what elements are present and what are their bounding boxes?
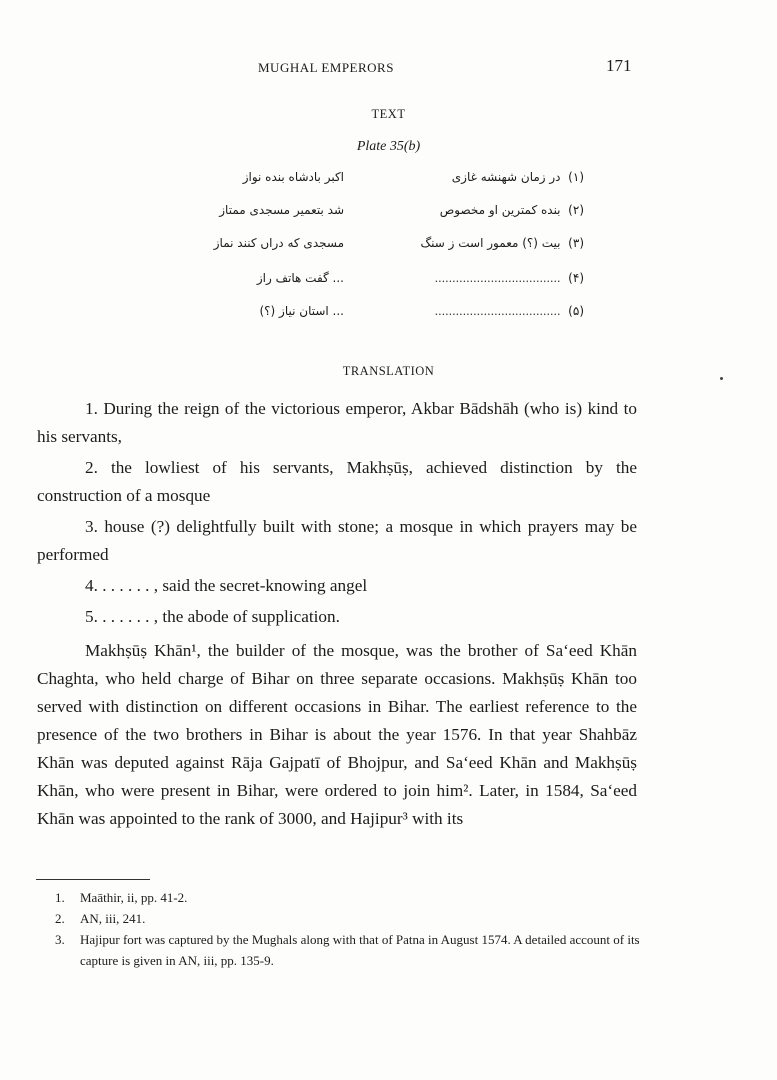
footnotes <box>55 887 645 971</box>
running-head <box>0 56 777 80</box>
inscription-first-hemistich: (۲) بنده کمترین او مخصوص <box>439 203 584 217</box>
commentary-paragraph: Makhṣūṣ Khān¹, the builder of the mosque, was the brother of Sa‘eed Khān Chaghta, who held charge of Bihar on three separate occasions. Makhṣūṣ Khān too served with distinction on different occasions in Bihar. The earliest reference to the presence of the two brothers in Bihar is about the year 1576. In that year Shahbāz Khān was deputed against Rāja Gajpatī of Bhojpur, and Sa‘eed Khān and Makhṣūṣ Khān, who were present in Bihar, were ordered to join him². Later, in 1584, Sa‘eed Khān was appointed to the rank of 3000, and Hajipur³ with its <box>37 641 637 828</box>
footnote-text: AN, iii, 241. <box>80 911 146 926</box>
translation-heading: TRANSLATION <box>342 364 435 378</box>
speck <box>720 377 723 380</box>
running-title: MUGHAL EMPERORS <box>258 60 394 75</box>
page-number: 171 <box>606 56 632 75</box>
translation-body <box>37 395 637 836</box>
inscription-second-hemistich: شد بتعمیر مسجدی ممتاز <box>219 203 344 217</box>
footnote-number: 3. <box>55 932 65 947</box>
inscription-line <box>0 304 777 336</box>
footnote-rule <box>36 879 150 880</box>
inscription-line <box>0 170 777 202</box>
footnote-number: 1. <box>55 890 65 905</box>
inscription-line <box>0 271 777 303</box>
footnote-text: Maāthir, ii, pp. 41-2. <box>80 890 188 905</box>
inscription-first-hemistich: (۴) .................................... <box>434 271 584 285</box>
footnote <box>55 887 645 908</box>
inscription-second-hemistich: ... گفت هاتف راز <box>256 271 344 285</box>
footnote <box>55 929 645 971</box>
translation-line: 4. . . . . . . , said the secret-knowing angel <box>85 576 368 595</box>
translation-line: 1. During the reign of the victorious emperor, Akbar Bādshāh (who is) kind to his servants, <box>37 399 637 446</box>
footnote-number: 2. <box>55 911 65 926</box>
inscription <box>0 170 777 340</box>
plate-label: Plate 35(b) <box>356 139 421 154</box>
translation-line: 2. the lowliest of his servants, Makhṣūṣ, achieved distinction by the construction of a mosque <box>37 458 637 505</box>
inscription-first-hemistich: (۱) در زمان شهنشه غازی <box>451 170 584 184</box>
translation-line: 5. . . . . . . , the abode of supplication. <box>85 607 340 626</box>
footnote-text: Hajipur fort was captured by the Mughals along with that of Patna in August 1574. A detailed account of its capture is given in AN, iii, pp. 135-9. <box>80 932 640 968</box>
inscription-line <box>0 203 777 235</box>
inscription-line <box>0 236 777 268</box>
translation-line: 3. house (?) delightfully built with stone; a mosque in which prayers may be performed <box>37 517 637 564</box>
inscription-second-hemistich: ... استان نیاز (؟) <box>259 304 344 318</box>
inscription-first-hemistich: (۳) بیت (؟) معمور است ز سنگ <box>420 236 584 250</box>
inscription-second-hemistich: اکبر بادشاه بنده نواز <box>242 170 344 184</box>
text-heading: TEXT <box>371 107 406 121</box>
inscription-first-hemistich: (۵) .................................... <box>434 304 584 318</box>
footnote <box>55 908 645 929</box>
inscription-second-hemistich: مسجدی که دراں کنند نماز <box>213 236 344 250</box>
